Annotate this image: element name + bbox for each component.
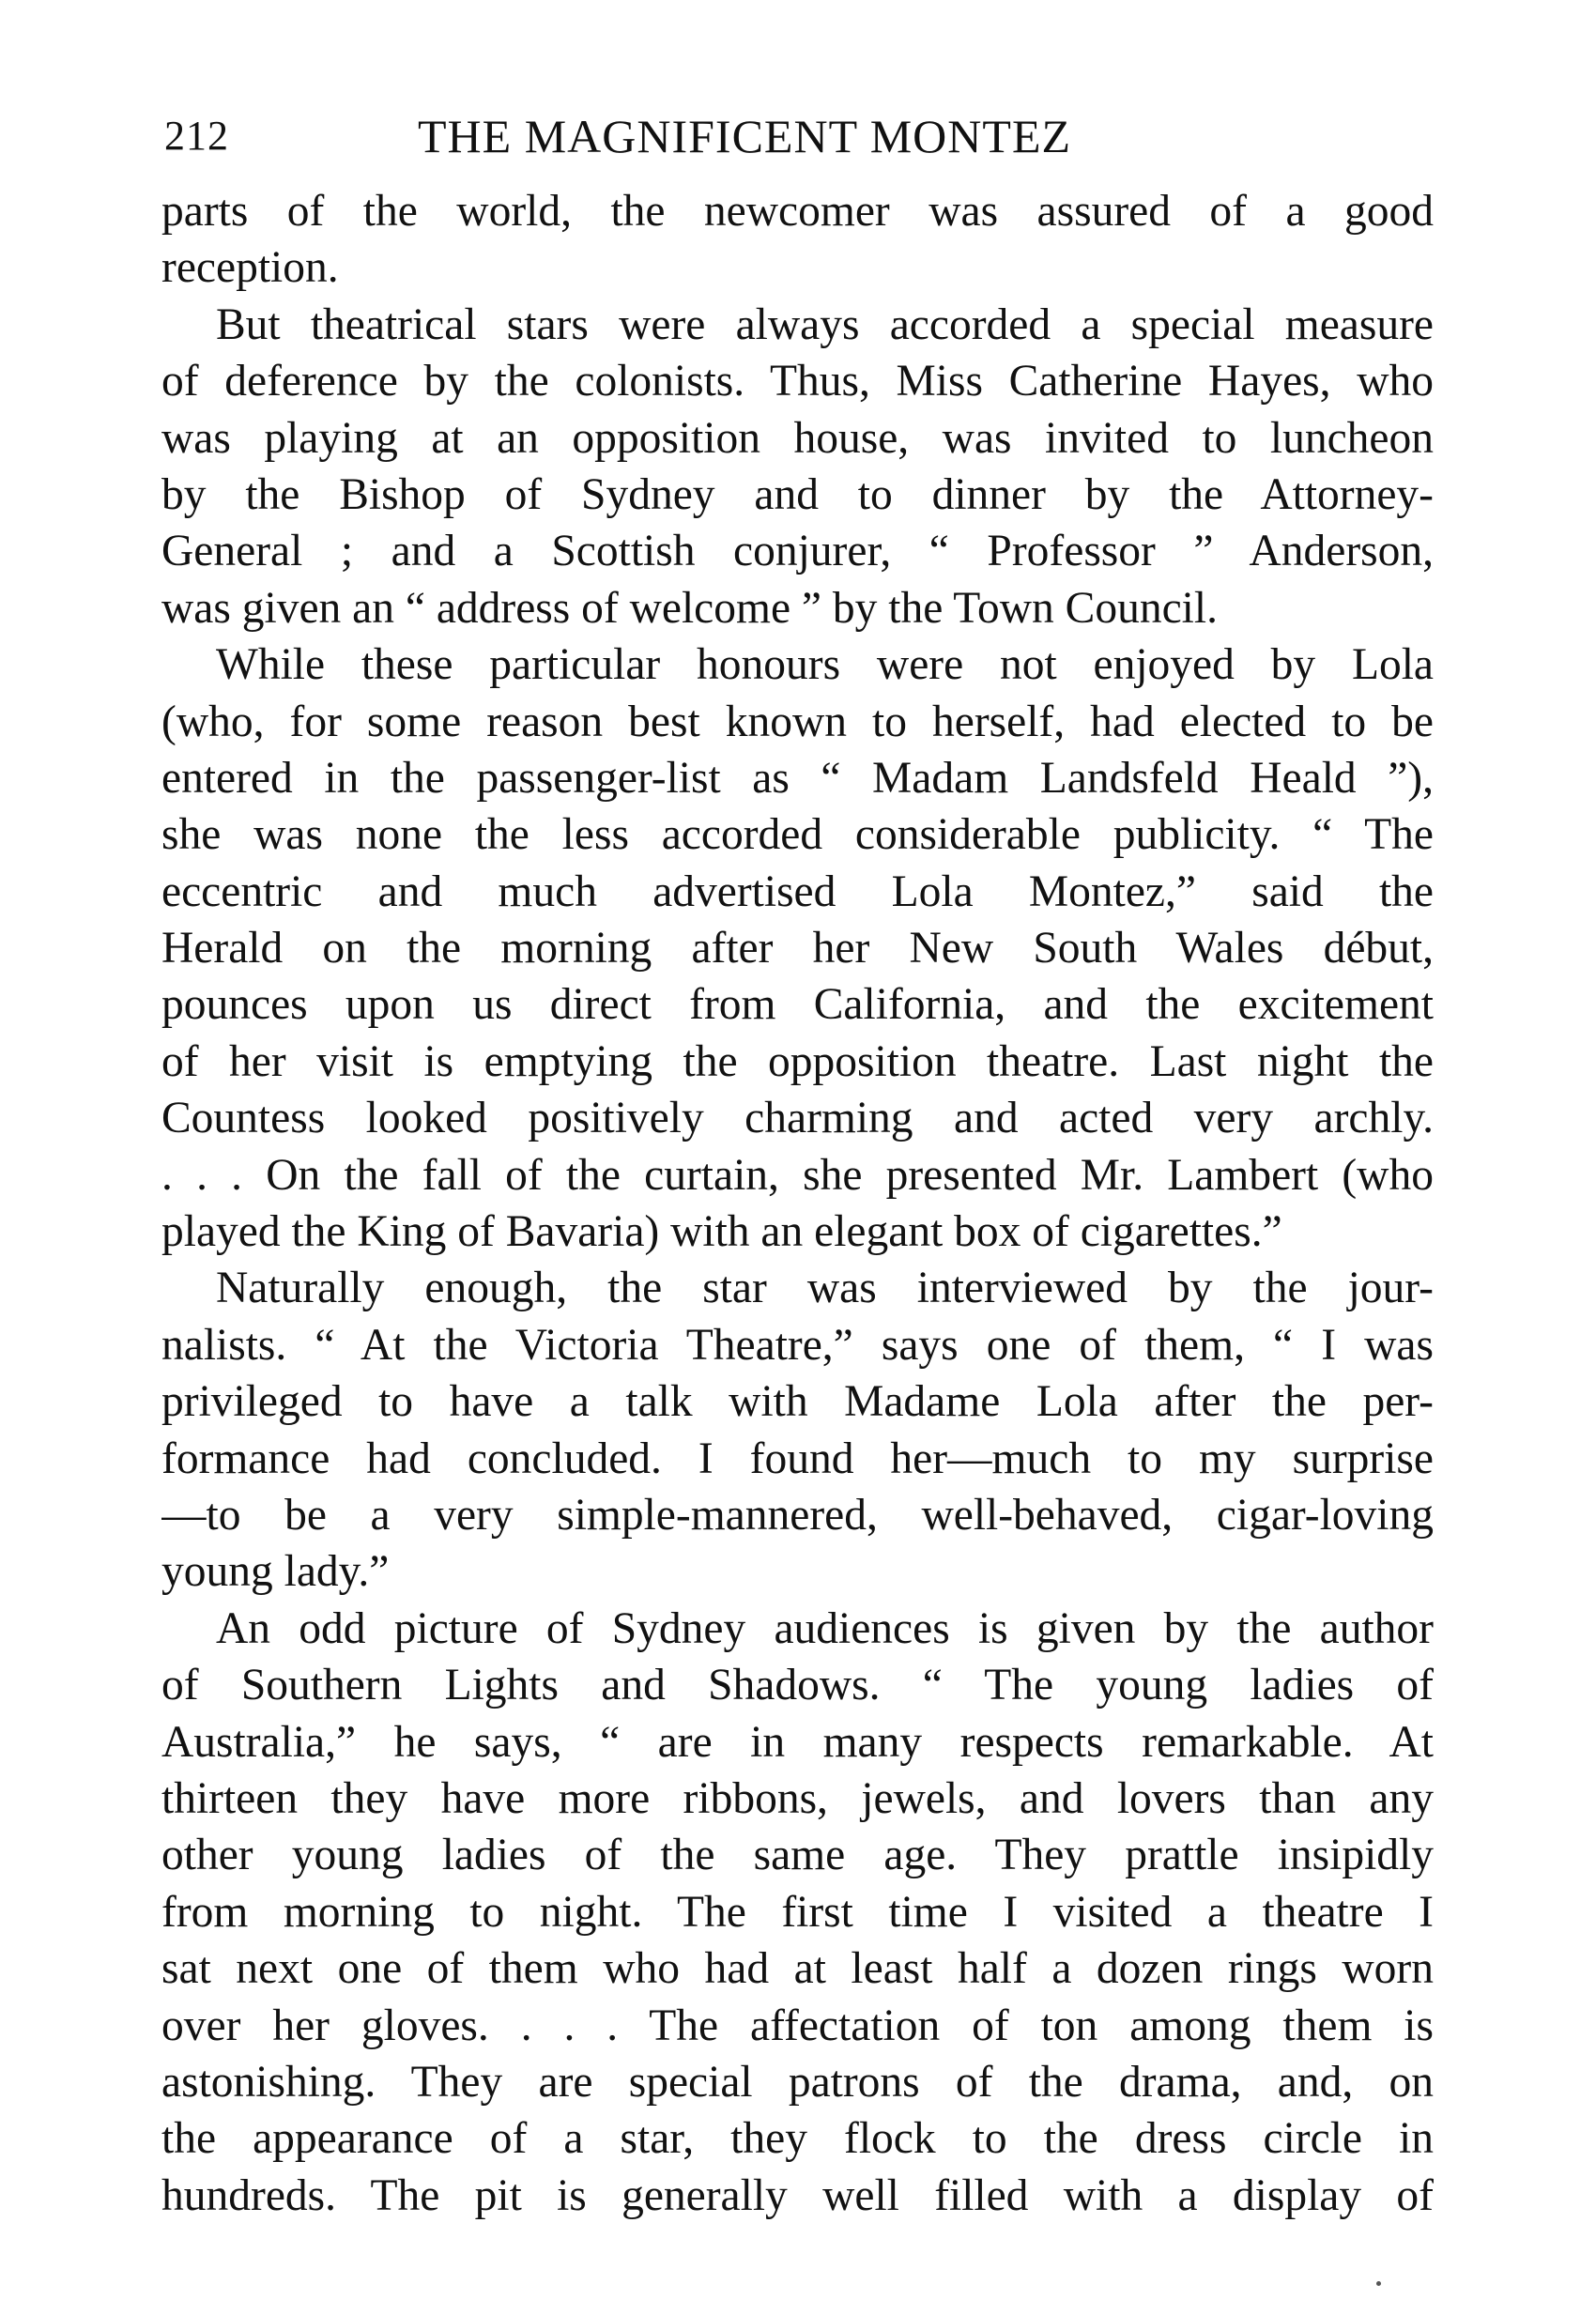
- text-line: from morning to night. The first time I visited a theatre I: [161, 1887, 1434, 1937]
- text-line: entered in the passenger-list as “ Madam Landsfeld Heald ”),: [161, 753, 1434, 803]
- running-title: THE MAGNIFICENT MONTEZ: [418, 110, 1072, 162]
- text-line: parts of the world, the newcomer was assured of a good: [161, 187, 1434, 236]
- text-line: astonishing. They are special patrons of the drama, and, on: [161, 2057, 1434, 2107]
- text-line: . . . On the fall of the curtain, she presented Mr. Lambert (who: [161, 1150, 1434, 1200]
- text-line: Naturally enough, the star was interviewed by the jour-: [216, 1264, 1434, 1313]
- text-line: by the Bishop of Sydney and to dinner by the Attorney-: [161, 469, 1434, 519]
- text-line: other young ladies of the same age. They prattle insipidly: [161, 1831, 1434, 1880]
- text-line: over her gloves. . . . The affectation of ton among them is: [161, 2001, 1434, 2050]
- text-line: thirteen they have more ribbons, jewels, and lovers than any: [161, 1773, 1434, 1823]
- text-line: Countess looked positively charming and acted very archly.: [161, 1094, 1434, 1143]
- text-line: —to be a very simple-mannered, well-behaved, cigar-loving: [161, 1490, 1434, 1540]
- text-line: was given an “ address of welcome ” by the Town Council.: [161, 583, 1218, 633]
- text-line: of Southern Lights and Shadows. “ The young ladies of: [161, 1661, 1434, 1710]
- text-line: sat next one of them who had at least half a dozen rings worn: [161, 1944, 1434, 1994]
- text-line: young lady.”: [161, 1547, 390, 1597]
- text-line: hundreds. The pit is generally well filled with a display of: [161, 2170, 1434, 2220]
- text-line: pounces upon us direct from California, and the excitement: [161, 980, 1434, 1030]
- scan-speck: [1376, 2281, 1381, 2286]
- text-line: An odd picture of Sydney audiences is given by the author: [216, 1603, 1434, 1653]
- text-line: Australia,” he says, “ are in many respects remarkable. At: [161, 1717, 1434, 1767]
- running-header: [164, 103, 1432, 169]
- text-line: Herald on the morning after her New South Wales début,: [161, 924, 1434, 974]
- text-line: formance had concluded. I found her—much to my surprise: [161, 1433, 1434, 1483]
- text-line: But theatrical stars were always accorded a special measure: [216, 299, 1434, 349]
- text-line: privileged to have a talk with Madame Lola after the per-: [161, 1377, 1434, 1427]
- text-line: was playing at an opposition house, was invited to luncheon: [161, 413, 1434, 463]
- text-line: played the King of Bavaria) with an elegant box of cigarettes.”: [161, 1207, 1282, 1257]
- body-text: [161, 183, 1434, 2224]
- text-line: of deference by the colonists. Thus, Miss Catherine Hayes, who: [161, 357, 1434, 406]
- text-line: of her visit is emptying the opposition theatre. Last night the: [161, 1036, 1434, 1086]
- text-line: the appearance of a star, they flock to the dress circle in: [161, 2114, 1434, 2164]
- page-number: 212: [164, 113, 229, 159]
- text-line: eccentric and much advertised Lola Montez,” said the: [161, 866, 1434, 916]
- text-line: nalists. “ At the Victoria Theatre,” says one of them, “ I was: [161, 1320, 1434, 1370]
- text-line: (who, for some reason best known to herself, had elected to be: [161, 697, 1434, 746]
- text-line: While these particular honours were not enjoyed by Lola: [216, 640, 1434, 690]
- text-line: General ; and a Scottish conjurer, “ Professor ” Anderson,: [161, 527, 1434, 576]
- text-line: reception.: [161, 243, 339, 293]
- text-line: she was none the less accorded considerable publicity. “ The: [161, 810, 1434, 860]
